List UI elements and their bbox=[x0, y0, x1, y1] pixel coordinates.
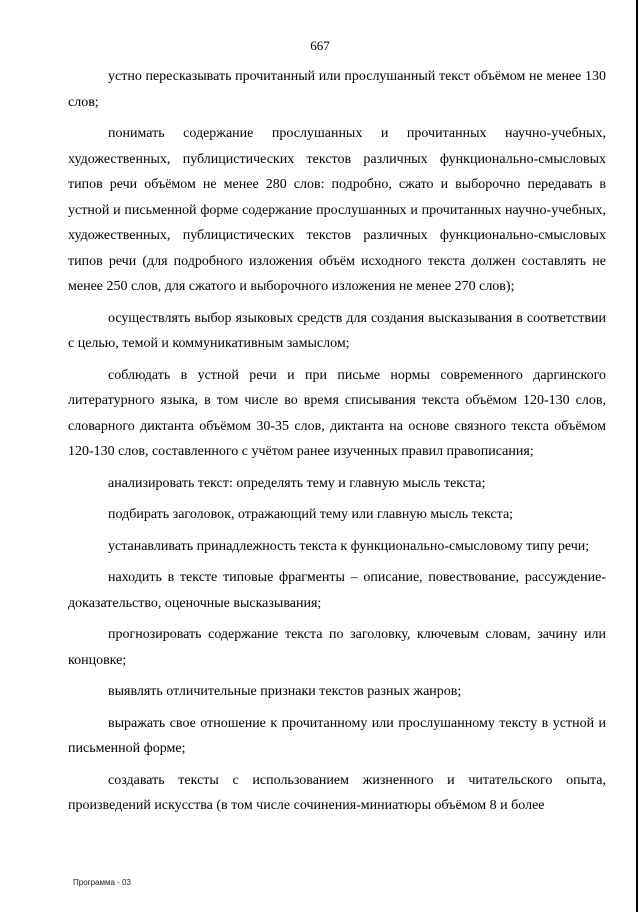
paragraph-retelling: устно пересказывать прочитанный или прослушанный текст объёмом не менее 130 слов; bbox=[68, 69, 606, 110]
paragraph-understanding: понимать содержание прослушанных и прочитанных научно-учебных, художественных, публицистических текстов различных функционально-смысловых типов речи объёмом не менее 280 слов: подробно, сжато и выборочно передавать в устной и письменной форме содержание прослушанных и прочитанных научно-учебных, художественных, публицистических текстов различных функционально-смысловых типов речи (для подробного изложения объём исходного текста должен составлять не менее 250 слов, для сжатого и выборочного изложения не менее 270 слов); bbox=[68, 126, 606, 294]
paragraph-fragments: находить в тексте типовые фрагменты – описание, повествование, рассуждение-доказательство, оценочные высказывания; bbox=[68, 570, 606, 611]
paragraph-title: подбирать заголовок, отражающий тему или главную мысль текста; bbox=[108, 507, 514, 522]
page-body bbox=[68, 64, 606, 825]
footer-label: Программа - 03 bbox=[73, 878, 131, 887]
paragraph-language-means: осуществлять выбор языковых средств для создания высказывания в соответствии с целью, темой и коммуникативным замыслом; bbox=[68, 310, 606, 351]
page-number: 667 bbox=[310, 38, 330, 53]
paragraph-analyze-text: анализировать текст: определять тему и главную мысль текста; bbox=[108, 475, 486, 491]
paragraph-norms: соблюдать в устной речи и при письме нормы современного даргинского литературного языка, в том числе во время списывания текста объёмом 120-130 слов, словарного диктанта объёмом 30-35 слов, диктанта на основе связного текста объёмом 120-130 слов, составленного с учётом ранее изученных правил правописания; bbox=[68, 367, 606, 459]
paragraph-forecast: прогнозировать содержание текста по заголовку, ключевым словам, зачину или концовке; bbox=[68, 627, 606, 668]
paragraph-attitude: выражать свое отношение к прочитанному или прослушанному тексту в устной и письменной форме; bbox=[68, 715, 606, 756]
paragraph-genres: выявлять отличительные признаки текстов разных жанров; bbox=[108, 684, 462, 699]
paragraph-speech-type: устанавливать принадлежность текста к функционально-смысловому типу речи; bbox=[108, 538, 590, 554]
paragraph-create-texts: создавать тексты с использованием жизненного и читательского опыта, произведений искусства (в том числе сочинения-миниатюры объёмом 8 и более bbox=[68, 772, 606, 813]
scan-edge-line bbox=[636, 0, 638, 912]
